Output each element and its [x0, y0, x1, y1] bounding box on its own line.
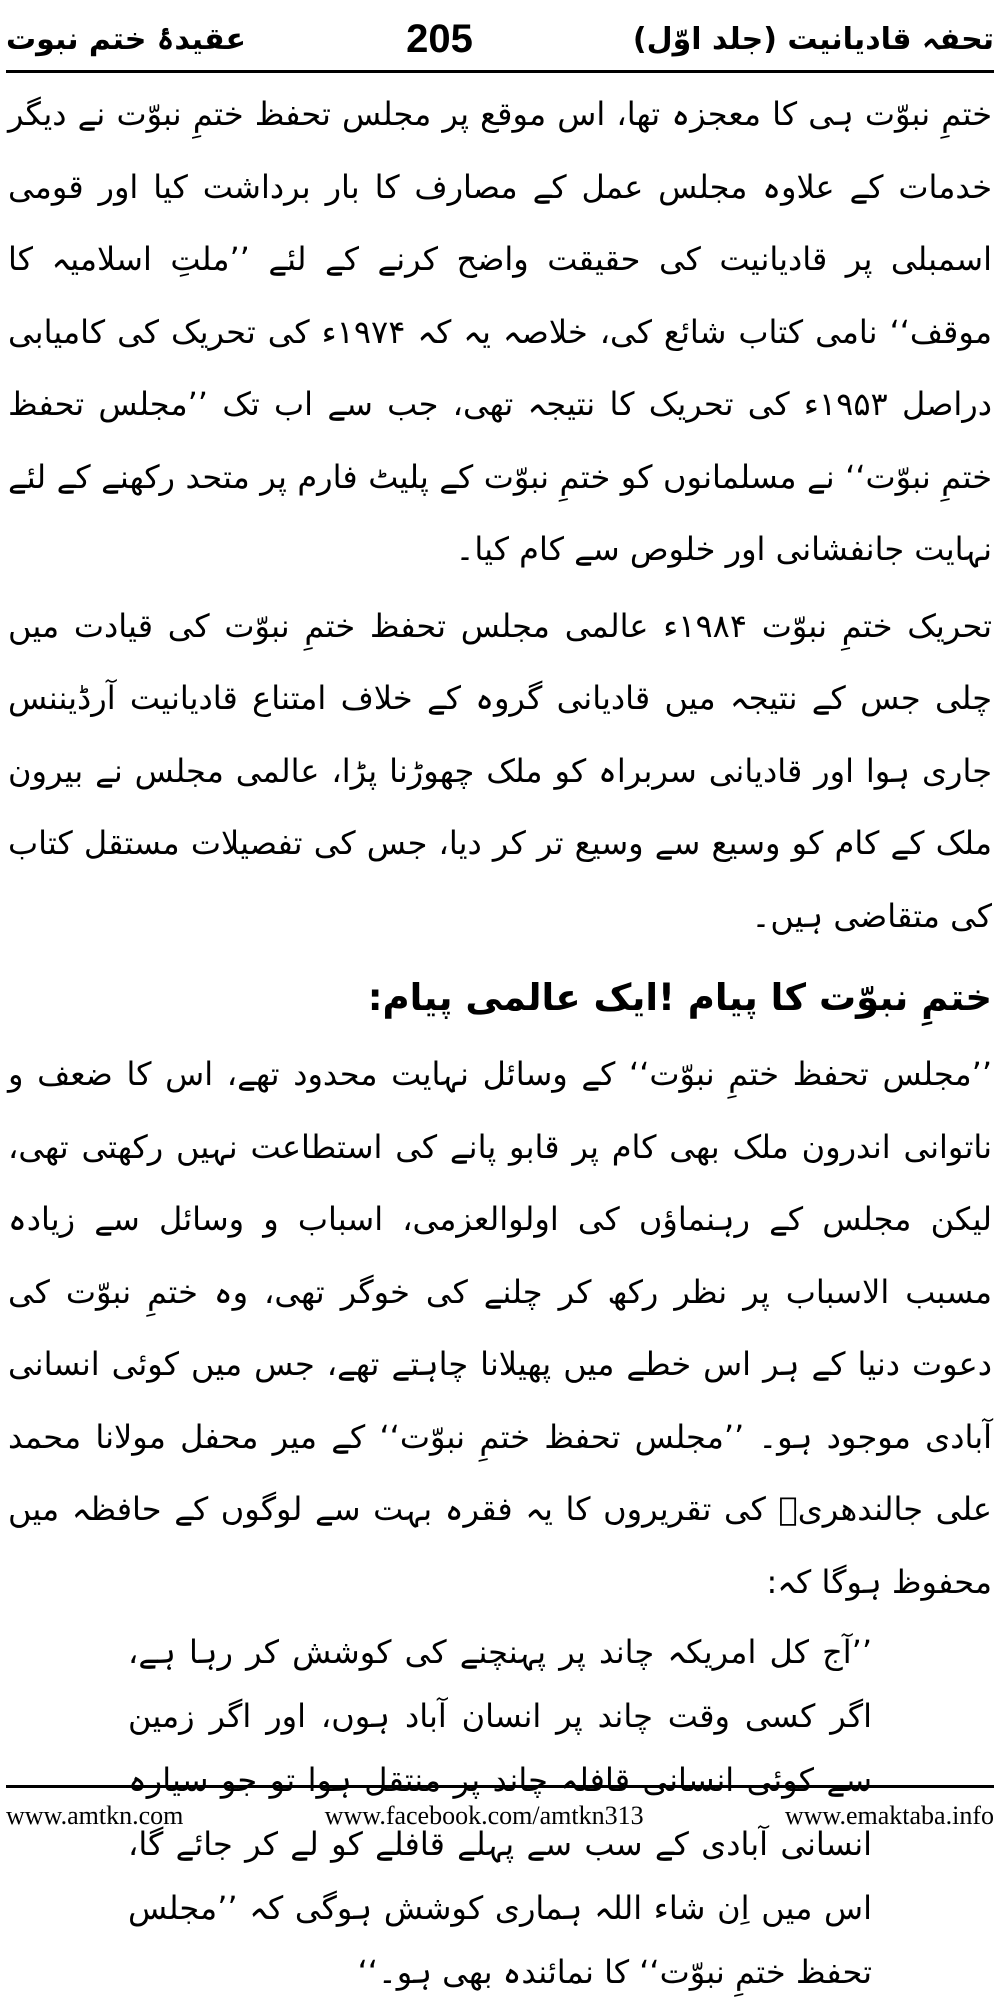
book-title: تحفہ قادیانیت (جلد اوّل) — [632, 21, 994, 57]
paragraph-3: ’’مجلس تحفظ ختمِ نبوّت‘‘ کے وسائل نہایت محدود تھے، اس کا ضعف و ناتوانی اندرون ملک بھی کام پر قابو پانے کی استطاعت نہیں رکھتی تھی، لیکن مجلس کے رہنماؤں کی اولوالعزمی، اسباب و وسائل سے زیادہ مسبب الاسباب پر نظر رکھ کر چلنے کی خوگر تھی، وہ ختمِ نبوّت کی دعوت دنیا کے ہر اس خطے میں پھیلانا چاہتے تھے، جس میں کوئی انسانی آبادی موجود ہو۔ ’’مجلس تحفظ ختمِ نبوّت‘‘ کے میر محفل مولانا محمد علی جالندھریؒ کی تقریروں کا یہ فقرہ بہت سے لوگوں کے حافظہ میں محفوظ ہوگا کہ: — [8, 1055, 992, 1601]
footer-link-facebook[interactable]: www.facebook.com/amtkn313 — [324, 1801, 644, 1830]
footer-link-emaktaba[interactable]: www.emaktaba.info — [784, 1801, 994, 1830]
chapter-title: عقیدۂ ختم نبوت — [6, 21, 247, 57]
footer-link-amtkn[interactable]: www.amtkn.com — [6, 1801, 184, 1830]
block-quote: ’’آج کل امریکہ چاند پر پہنچنے کی کوشش کر رہا ہے، اگر کسی وقت چاند پر انسان آباد ہوں، اور اگر زمین سے کوئی انسانی قافلہ چاند پر منتقل ہوا تو جو سیارہ انسانی آبادی کے سب سے پہلے قافلے کو لے کر جائے گا، اس میں اِن شاء اللہ ہماری کوشش ہوگی کہ ’’مجلس تحفظ ختمِ نبوّت‘‘ کا نمائندہ بھی ہو۔‘‘ — [128, 1633, 872, 1991]
page-number: 205 — [406, 16, 473, 61]
page-header — [6, 8, 994, 73]
page-body — [8, 78, 992, 2004]
section-heading: ختمِ نبوّت کا پیام !ایک عالمی پیام: — [367, 976, 992, 1019]
paragraph-2: تحریک ختمِ نبوّت ۱۹۸۴ء عالمی مجلس تحفظ ختمِ نبوّت کی قیادت میں چلی جس کے نتیجہ میں قادیانی گروہ کے خلاف امتناع قادیانیت آرڈیننس جاری ہوا اور قادیانی سربراہ کو ملک چھوڑنا پڑا، عالمی مجلس نے بیرون ملک کے کام کو وسیع سے وسیع تر کر دیا، جس کی تفصیلات مستقل کتاب کی متقاضی ہیں۔ — [8, 606, 993, 935]
page-footer — [6, 1785, 994, 1844]
paragraph-1: ختمِ نبوّت ہی کا معجزہ تھا، اس موقع پر مجلس تحفظ ختمِ نبوّت نے دیگر خدمات کے علاوہ مجلس عمل کے مصارف کا بار برداشت کیا اور قومی اسمبلی پر قادیانیت کی حقیقت واضح کرنے کے لئے ’’ملتِ اسلامیہ کا موقف‘‘ نامی کتاب شائع کی، خلاصہ یہ کہ ۱۹۷۴ء کی تحریک کی کامیابی دراصل ۱۹۵۳ء کی تحریک کا نتیجہ تھی، جب سے اب تک ’’مجلس تحفظ ختمِ نبوّت‘‘ نے مسلمانوں کو ختمِ نبوّت کے پلیٹ فارم پر متحد رکھنے کے لئے نہایت جانفشانی اور خلوص سے کام کیا۔ — [8, 95, 993, 568]
